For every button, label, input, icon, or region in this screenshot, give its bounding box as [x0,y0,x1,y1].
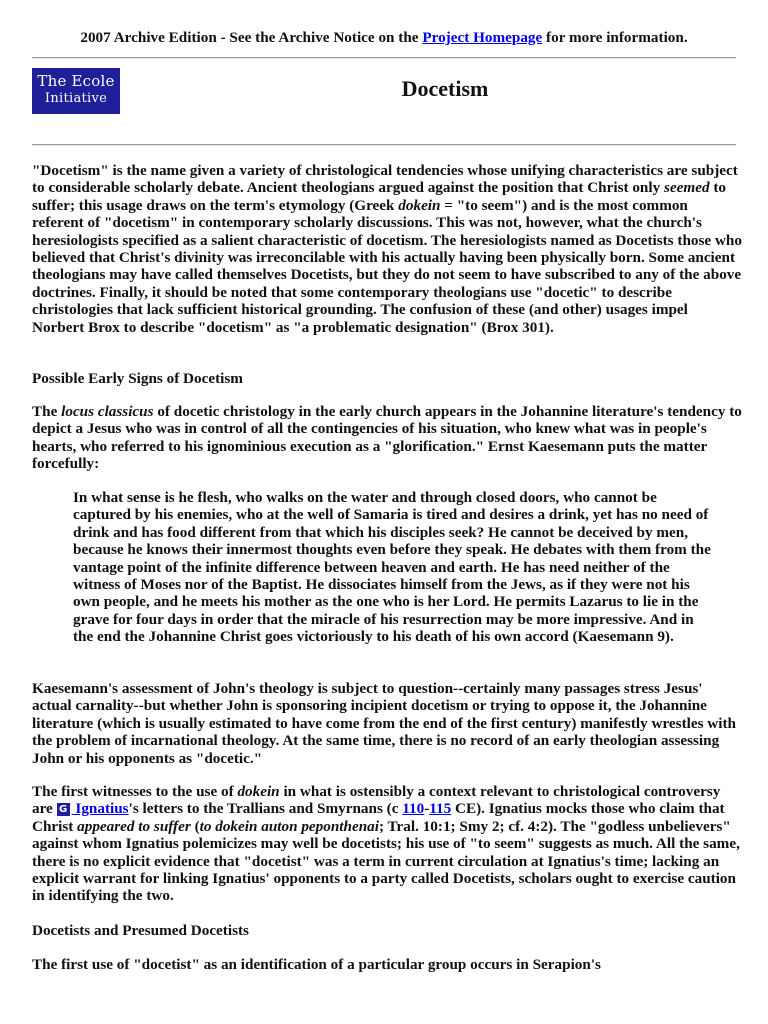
kaesemann-assessment-paragraph: Kaesemann's assessment of John's theology is subject to question--certainly many passages stress Jesus' actual carnality--but whether John is sponsoring incipient docetism or trying to oppose it, the Johannine literature (which is usually estimated to have come from the end of the first century) manifestly wrestles with the problem of incarnational theology. At the same time, there is no record of an early theologian assessing John or his opponents as "docetic." [32,680,736,767]
archive-banner-text-end: for more information. [542,29,688,46]
logo-line-2: Initiative [44,91,108,106]
serapion-paragraph: The first use of "docetist" as an identification of a particular group occurs in Serapion's [32,956,601,973]
logo-line-1: The Ecole [37,72,115,90]
text-run: 's letters to the Trallians and Smyrnans (c [128,800,403,818]
divider-top [32,57,736,59]
ignatius-link[interactable]: Ignatius [71,800,129,818]
archive-banner-text: 2007 Archive Edition - See the Archive Notice on the [80,29,423,46]
ignatius-paragraph [32,783,742,905]
text-run: The first witnesses to the use of [32,783,238,800]
year-110-link[interactable]: 110 [402,800,425,818]
year-115-link[interactable]: 115 [429,800,452,818]
page-title: Docetism [401,76,489,101]
ecole-logo[interactable] [32,68,120,114]
archive-banner [0,29,768,46]
text-run: ( [190,817,200,835]
intro-paragraph: "Docetism" is the name given a variety of christological tendencies whose unifying characteristics are subject to considerable scholarly debate. Ancient theologians argued against the position that Christ only seemed to suffer; this usage draws on the term's etymology (Greek dokein = "to seem") and is the most common referent of "docetism" in contemporary scholarly discussions. This was not, however, what the church's heresiologists specified as a salient characteristic of docetism. The heresiologists named as Docetists those who believed that Christ's divinity was irreconcilable with his actually having been physically born. Some ancient theologians may have called themselves Docetists, but they do not seem to have subscribed to any of the above doctrines. Finally, it should be noted that some contemporary theologians use "docetic" to describe christologies that lack sufficient historical grounding. The confusion of these (and other) usages impel Norbert Brox to describe "docetism" as "a problematic designation" (Brox 301). [32,162,742,336]
text-run-italic: to dokein auton peponthenai [199,817,379,835]
text-run: CE). Ignatius mocks those who claim that Christ [32,800,725,835]
divider-header [32,144,736,146]
text-run-italic: dokein [237,783,280,800]
text-run: ; Tral. 10:1; Smy 2; cf. 4:2). The "godless unbelievers" against whom Ignatius polemicizes may well be docetists; his use of "to seem" suggests as much. All the same, there is no explicit evidence that "docetist" was a term in current circulation at Ignatius's time; lacking an explicit warrant for linking Ignatius' opponents to a party called Docetists, scholars ought to exercise caution in identifying the two. [32,817,740,905]
text-run: - [424,800,430,818]
section-heading-early-signs: Possible Early Signs of Docetism [32,370,243,387]
text-run-italic: appeared to suffer [77,817,191,835]
text-run: in what is ostensibly a context relevant to christological controversy are [32,783,721,818]
project-homepage-link[interactable]: Project Homepage [422,29,543,46]
glossary-icon[interactable]: G [57,803,70,816]
johannine-paragraph: The locus classicus of docetic christology in the early church appears in the Johannine literature's tendency to depict a Jesus who was in control of all the contingencies of his situation, who knew what was in people's hearts, who referred to his ignominious execution as a "glorification." Ernst Kaesemann puts the matter forcefully: [32,403,742,473]
section-heading-docetists: Docetists and Presumed Docetists [32,922,249,939]
kaesemann-quote: In what sense is he flesh, who walks on the water and through closed doors, who cannot be captured by his enemies, who at the well of Samaria is tired and desires a drink, yet has no need of drink and has food different from that which his disciples seek? He cannot be deceived by men, because he knows their innermost thoughts even before they speak. He debates with them from the vantage point of the infinite difference between heaven and earth. He has need neither of the witness of Moses nor of the Baptist. He dissociates himself from the Jews, as if they were not his own people, and he meets his mother as the one who is her Lord. He permits Lazarus to lie in the grave for four days in order that the miracle of his resurrection may be more impressive. And in the end the Johannine Christ goes victoriously to his death of his own accord (Kaesemann 9). [73,489,711,646]
